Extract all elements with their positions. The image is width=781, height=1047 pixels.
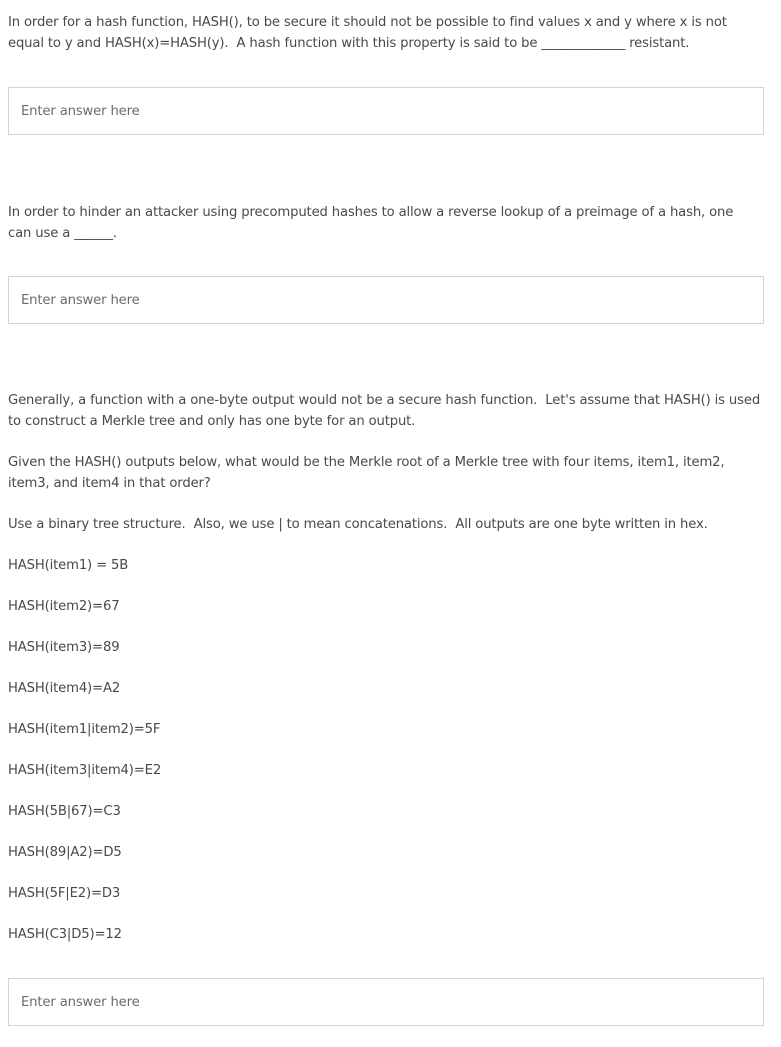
hash-output-line: HASH(item3)=89 [8, 640, 120, 655]
question-2-answer-box [8, 276, 764, 324]
hash-output-line: HASH(item2)=67 [8, 599, 120, 614]
question-2-answer-input[interactable] [9, 277, 763, 323]
hash-output-line: HASH(C3|D5)=12 [8, 927, 122, 942]
hash-output-line: HASH(89|A2)=D5 [8, 845, 122, 860]
question-3-prompt [8, 452, 768, 494]
hash-output-line: HASH(5F|E2)=D3 [8, 886, 121, 901]
question-3-prompt-line-2: item3, and item4 in that order? [8, 476, 211, 491]
question-3-answer-box [8, 978, 764, 1026]
question-3-prompt-line-1: Given the HASH() outputs below, what would be the Merkle root of a Merkle tree with four items, item1, item2, [8, 455, 725, 470]
question-3-intro-line-2: to construct a Merkle tree and only has one byte for an output. [8, 414, 416, 429]
question-1-text-line-2: equal to y and HASH(x)=HASH(y). A hash function with this property is said to be _____________ resistant. [8, 36, 690, 51]
question-2-text-line-2: can use a ______. [8, 226, 117, 241]
question-3-note-text: Use a binary tree structure. Also, we use | to mean concatenations. All outputs are one byte written in hex. [8, 517, 708, 532]
question-3-answer-input[interactable] [9, 979, 763, 1025]
hash-output-line: HASH(item4)=A2 [8, 681, 121, 696]
question-2-prompt [8, 202, 768, 244]
question-1-answer-box [8, 87, 764, 135]
question-1-prompt [8, 12, 768, 54]
question-3-intro [8, 390, 768, 432]
question-3-note [8, 514, 768, 535]
question-1-answer-input[interactable] [9, 88, 763, 134]
hash-output-line: HASH(item1) = 5B [8, 558, 129, 573]
question-2-text-line-1: In order to hinder an attacker using precomputed hashes to allow a reverse lookup of a preimage of a hash, one [8, 205, 734, 220]
hash-output-line: HASH(5B|67)=C3 [8, 804, 121, 819]
question-3-intro-line-1: Generally, a function with a one-byte output would not be a secure hash function. Let's assume that HASH() is used [8, 393, 761, 408]
hash-output-line: HASH(item3|item4)=E2 [8, 763, 162, 778]
question-1-text-line-1: In order for a hash function, HASH(), to be secure it should not be possible to find values x and y where x is not [8, 15, 727, 30]
hash-output-line: HASH(item1|item2)=5F [8, 722, 161, 737]
